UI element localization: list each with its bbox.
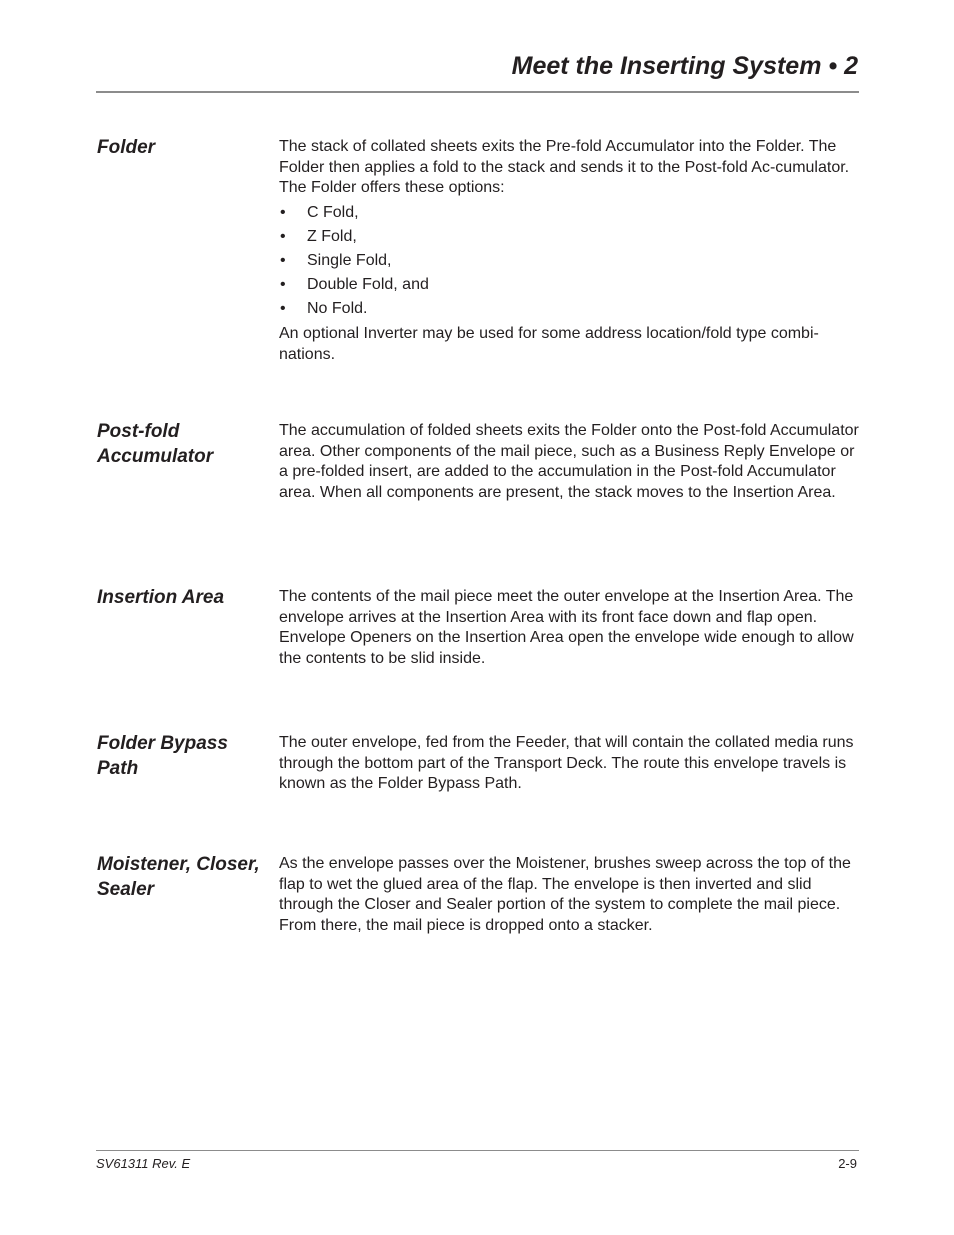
list-item [279, 227, 864, 248]
bullet-icon: • [280, 300, 286, 318]
bullet-icon: • [280, 252, 286, 270]
section-heading-folder: Folder [97, 137, 156, 158]
list-item [279, 203, 864, 224]
section-body-folder-bypass-path [279, 733, 864, 795]
moistener-closer-sealer-text: As the envelope passes over the Moistener, brushes sweep across the top of the flap to wet the glued area of the flap. The envelope is then inverted and slid through the Closer and Sealer portion of the system to complete the mail piece. From there, the mail piece is dropped onto a stacker. [279, 855, 851, 935]
bullet-icon: • [280, 276, 286, 294]
list-item-label: Double Fold, and [307, 276, 429, 294]
header-divider [96, 91, 859, 93]
section-body-moistener-closer-sealer [279, 854, 864, 937]
insertion-area-text: The contents of the mail piece meet the outer envelope at the Insertion Area. The envelope arrives at the Insertion Area with its front face down and flap open. Envelope Openers on the Insertion Area open the envelope wide enough to allow the contents to be slid inside. [279, 588, 854, 668]
list-item [279, 299, 864, 320]
folder-bypass-path-text: The outer envelope, fed from the Feeder, that will contain the collated media runs through the bottom part of the Transport Deck. The route this envelope travels is known as the Folder Bypass Path. [279, 734, 854, 793]
section-body-insertion-area [279, 587, 864, 670]
bullet-icon: • [280, 204, 286, 222]
folder-outro-text: An optional Inverter may be used for some address location/fold type combi-nations. [279, 324, 819, 363]
section-heading-moistener-closer-sealer: Moistener, Closer, Sealer [97, 854, 260, 900]
list-item-label: No Fold. [307, 300, 368, 318]
fold-options-list [279, 203, 864, 320]
list-item-label: C Fold, [307, 204, 359, 222]
page-header-title: Meet the Inserting System • 2 [511, 52, 858, 80]
document-id: SV61311 Rev. E [96, 1156, 191, 1171]
bullet-icon: • [280, 228, 286, 246]
footer-divider [96, 1150, 859, 1151]
page-number: 2-9 [838, 1156, 857, 1171]
section-heading-post-fold-accumulator: Post-fold Accumulator [97, 421, 214, 467]
list-item [279, 251, 864, 272]
section-heading-insertion-area: Insertion Area [97, 587, 225, 608]
section-body-folder [279, 137, 864, 365]
post-fold-accumulator-text: The accumulation of folded sheets exits the Folder onto the Post-fold Accumulator area. Other components of the mail piece, such as a Business Reply Envelope or a pre-folded insert, are added to the accumulation in the Post-fold Accumulator area. When all components are present, the stack moves to the Insertion Area. [279, 422, 859, 502]
list-item-label: Single Fold, [307, 252, 392, 270]
folder-intro-text: The stack of collated sheets exits the Pre-fold Accumulator into the Folder. The Folder then applies a fold to the stack and sends it to the Post-fold Ac-cumulator. The Folder offers these options: [279, 138, 850, 197]
list-item-label: Z Fold, [307, 228, 357, 246]
section-body-post-fold-accumulator [279, 421, 864, 504]
list-item [279, 275, 864, 296]
section-heading-folder-bypass-path: Folder Bypass Path [97, 733, 228, 779]
